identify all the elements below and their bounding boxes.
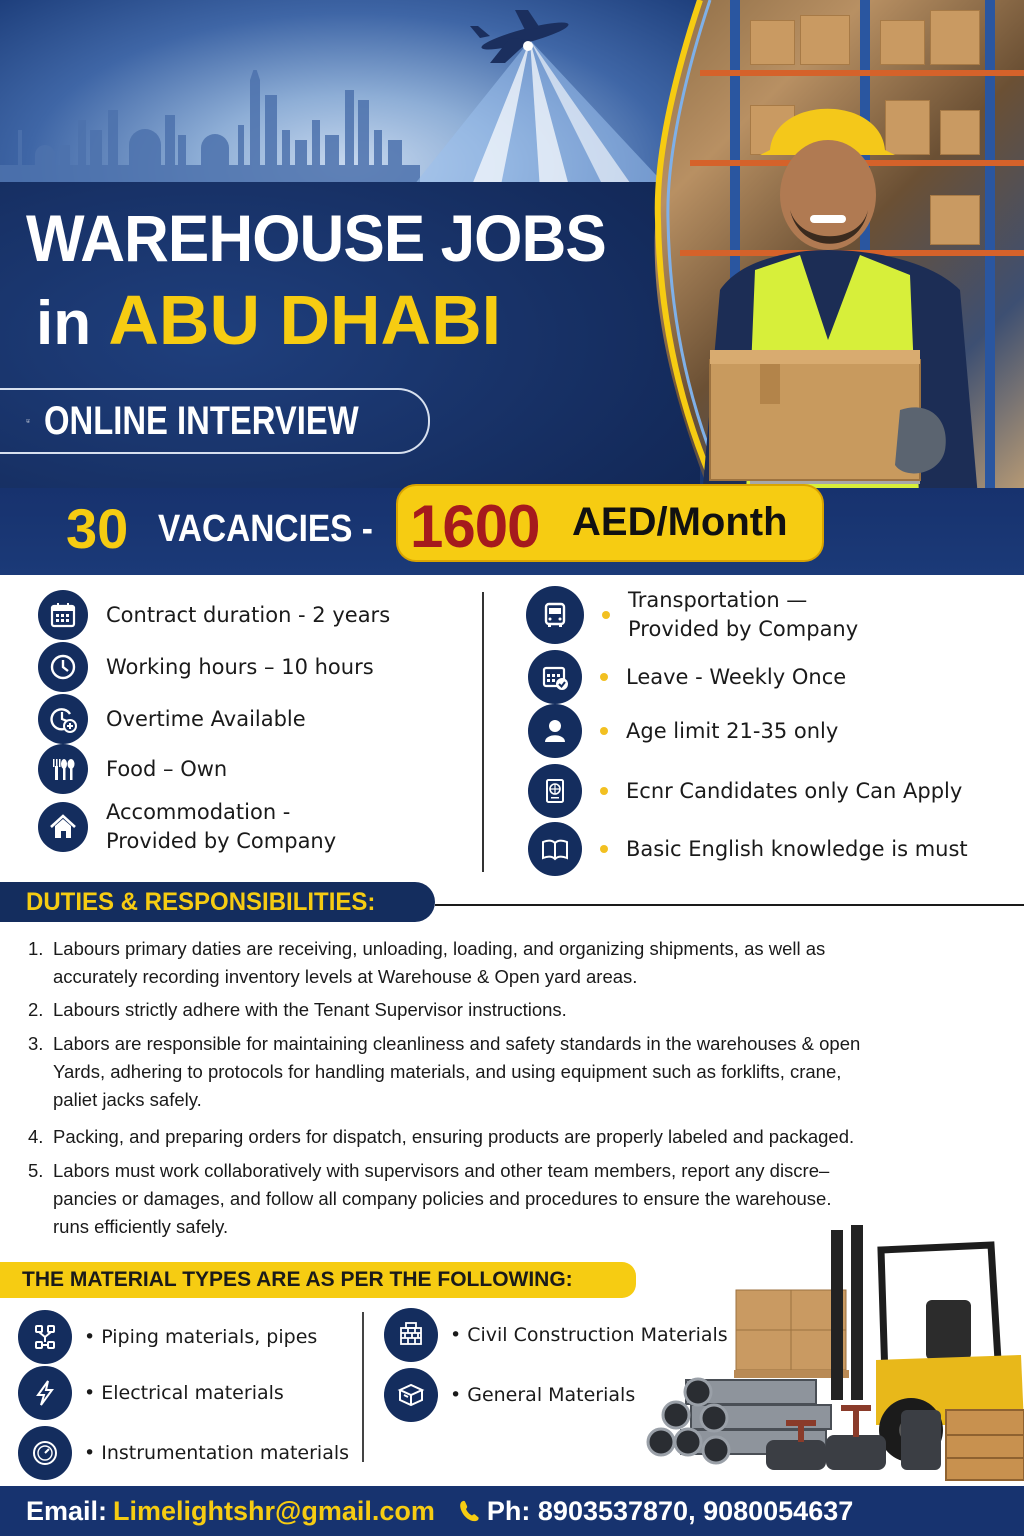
salary-amount: 1600 bbox=[410, 493, 540, 560]
person-icon bbox=[528, 704, 582, 758]
city-skyline-illustration bbox=[0, 70, 420, 185]
airplane-icon bbox=[470, 8, 580, 68]
benefit-text: Accommodation - Provided by Company bbox=[106, 800, 337, 853]
bullet-dot bbox=[600, 845, 608, 853]
materials-divider bbox=[362, 1312, 364, 1462]
vacancy-label: VACANCIES - bbox=[158, 508, 373, 550]
bullet-dot bbox=[600, 673, 608, 681]
phone-icon bbox=[457, 1498, 483, 1524]
monitor-user-icon bbox=[26, 395, 30, 447]
benefit-text: Leave - Weekly Once bbox=[626, 664, 847, 689]
benefit-text: Ecnr Candidates only Can Apply bbox=[626, 778, 963, 803]
lightning-icon bbox=[18, 1366, 72, 1420]
passport-icon bbox=[528, 764, 582, 818]
benefit-english bbox=[528, 822, 968, 876]
material-text: • Piping materials, pipes bbox=[84, 1326, 317, 1348]
material-instrumentation bbox=[18, 1426, 349, 1480]
material-general bbox=[384, 1368, 635, 1422]
online-interview-label: ONLINE INTERVIEW bbox=[44, 398, 359, 443]
benefit-text: Food – Own bbox=[106, 756, 228, 781]
calendar-icon bbox=[38, 590, 88, 640]
benefit-transportation bbox=[526, 586, 858, 644]
benefit-text: Age limit 21-35 only bbox=[626, 718, 839, 743]
bus-icon bbox=[526, 586, 584, 644]
material-text: • Instrumentation materials bbox=[84, 1442, 349, 1464]
bullet-dot bbox=[602, 611, 610, 619]
benefit-age-limit bbox=[528, 704, 838, 758]
overtime-clock-icon bbox=[38, 694, 88, 744]
benefits-divider bbox=[482, 592, 484, 872]
bullet-dot bbox=[600, 787, 608, 795]
gauge-icon bbox=[18, 1426, 72, 1480]
package-icon bbox=[384, 1368, 438, 1422]
duty-item: 2. Labours strictly adhere with the Tenant Supervisor instructions. bbox=[28, 999, 567, 1020]
benefit-food bbox=[38, 744, 227, 794]
headline-title: WAREHOUSE JOBS bbox=[26, 201, 606, 275]
benefit-accommodation bbox=[38, 798, 336, 856]
benefit-text: Overtime Available bbox=[106, 706, 306, 731]
duties-heading bbox=[0, 882, 435, 922]
duty-item: 3. Labors are responsible for maintaining cleanliness and safety standards in the warehouses & open Yards, adhering to protocols for handling materials, and using equipment such as forklifts, crane, paliet jacks safely. bbox=[28, 1033, 861, 1110]
benefit-working-hours bbox=[38, 642, 374, 692]
email-label: Email: bbox=[26, 1495, 108, 1526]
online-interview-badge bbox=[0, 388, 430, 454]
material-electrical bbox=[18, 1366, 284, 1420]
material-text: • Electrical materials bbox=[84, 1382, 284, 1404]
benefit-text: Contract duration - 2 years bbox=[106, 602, 391, 627]
duties-rule bbox=[435, 904, 1024, 906]
salary-unit: AED/Month bbox=[572, 500, 788, 544]
benefit-text: Transportation — Provided by Company bbox=[628, 588, 859, 641]
contact-footer bbox=[0, 1486, 1024, 1536]
duties-heading-text: DUTIES & RESPONSIBILITIES: bbox=[26, 887, 376, 916]
duty-item: 4. Packing, and preparing orders for dispatch, ensuring products are properly labeled and packaged. bbox=[28, 1126, 855, 1147]
hero-banner bbox=[0, 0, 1024, 575]
headline-location bbox=[36, 280, 501, 360]
brick-wall-icon bbox=[384, 1308, 438, 1362]
benefit-text: Basic English knowledge is must bbox=[626, 836, 968, 861]
vacancy-count: 30 bbox=[66, 497, 129, 560]
duty-item: 5. Labors must work collaboratively with supervisors and other team members, report any discre– pancies or damages, and follow all company policies and procedures to ensure the warehouse. runs efficiently safely. bbox=[28, 1160, 832, 1237]
forklift-and-pipes-illustration bbox=[636, 1210, 1024, 1485]
cutlery-icon bbox=[38, 744, 88, 794]
duty-item: 1. Labours primary daties are receiving, unloading, loading, and organizing shipments, as well as accurately recording inventory levels at Warehouse & Open yard areas. bbox=[28, 938, 826, 987]
house-icon bbox=[38, 802, 88, 852]
benefit-contract bbox=[38, 590, 390, 640]
benefit-overtime bbox=[38, 694, 306, 744]
material-text: • General Materials bbox=[450, 1384, 635, 1406]
calendar-check-icon bbox=[528, 650, 582, 704]
material-piping bbox=[18, 1310, 317, 1364]
worker-with-box-illustration bbox=[700, 80, 1020, 520]
clock-icon bbox=[38, 642, 88, 692]
book-icon bbox=[528, 822, 582, 876]
bullet-dot bbox=[600, 727, 608, 735]
materials-heading-text: THE MATERIAL TYPES ARE AS PER THE FOLLOWING: bbox=[22, 1268, 573, 1291]
benefit-ecnr bbox=[528, 764, 962, 818]
material-text: • Civil Construction Materials bbox=[450, 1324, 728, 1346]
phone-numbers[interactable]: Ph: 8903537870, 9080054637 bbox=[486, 1495, 854, 1526]
pipe-fitting-icon bbox=[18, 1310, 72, 1364]
benefit-text: Working hours – 10 hours bbox=[106, 654, 374, 679]
headline-city: ABU DHABI bbox=[108, 281, 502, 359]
headline-prefix: in bbox=[36, 289, 92, 358]
materials-heading bbox=[0, 1262, 636, 1298]
email-link[interactable]: Limelightshr@gmail.com bbox=[113, 1495, 435, 1526]
benefit-leave bbox=[528, 650, 846, 704]
